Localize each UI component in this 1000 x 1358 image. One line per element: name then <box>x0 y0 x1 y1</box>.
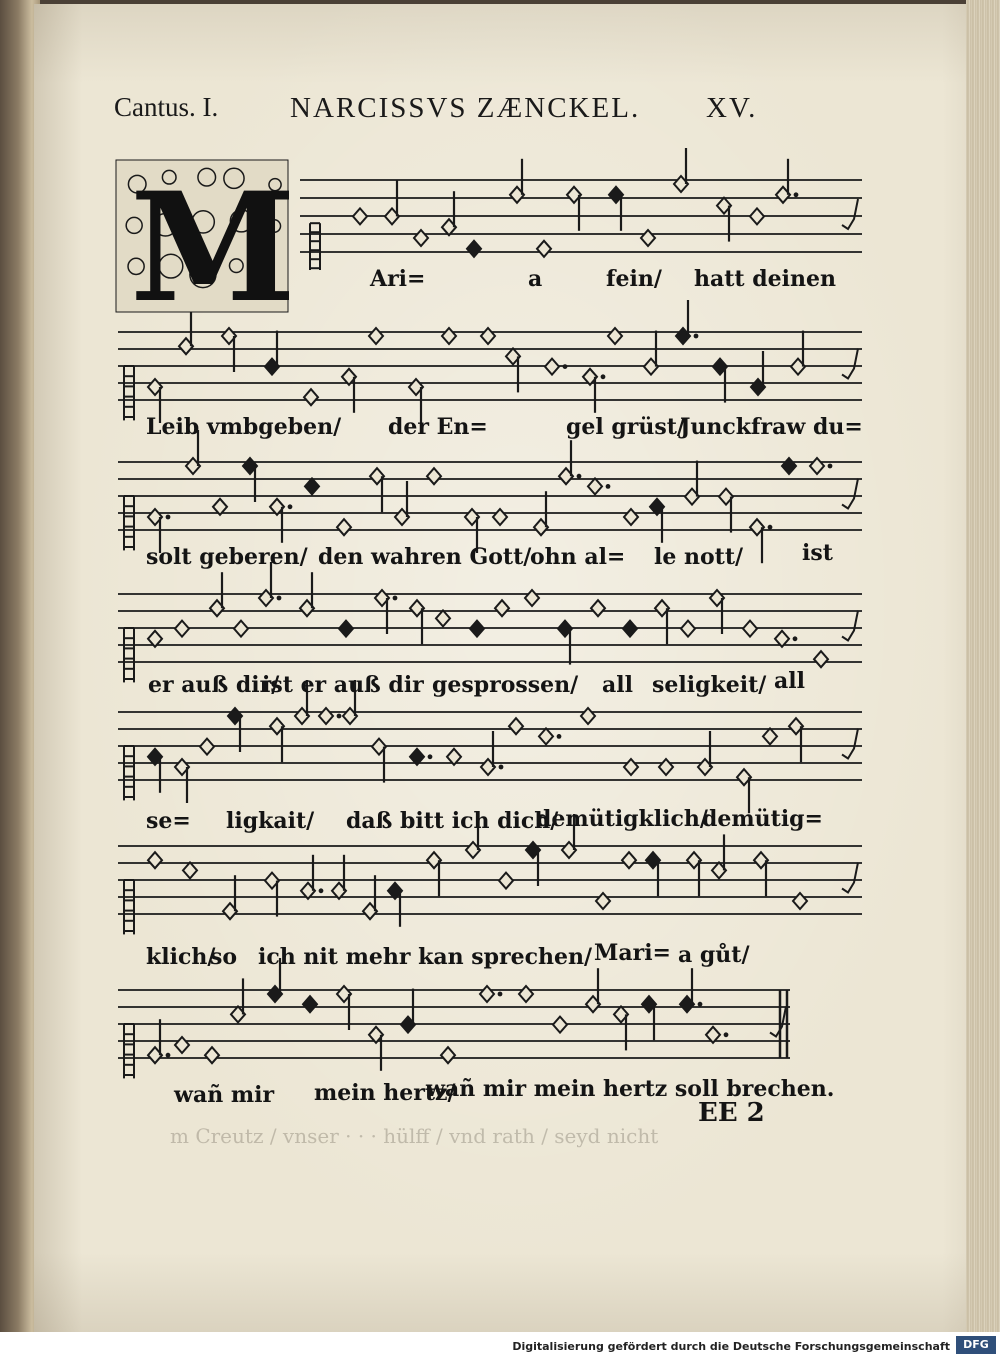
lyric-4-2: ist er auß dir <box>262 672 424 698</box>
header-number: XV. <box>706 92 758 124</box>
lyric-3-4: le nott/ <box>654 544 744 570</box>
lyric-7-3: wañ mir mein hertz soll brechen. <box>426 1076 835 1102</box>
dfg-logo: DFG <box>956 1336 996 1354</box>
lyric-5-2: ligkait/ <box>226 808 315 834</box>
lyric-4-6: all <box>774 668 805 694</box>
lyric-2-1: Leib vmbgeben/ <box>146 414 342 440</box>
lyric-1-2: a <box>528 266 543 292</box>
lyric-1-4: hatt deinen <box>694 266 836 292</box>
decorated-initial-m <box>116 160 296 336</box>
lyric-2-2: der En= <box>388 414 488 440</box>
lyric-6-1: klich/ <box>146 944 216 970</box>
lyric-7-2: mein hertz/ <box>314 1080 456 1106</box>
lyric-1-3: fein/ <box>606 266 662 292</box>
header-composer: NARCISSVS ZÆNCKEL. <box>290 92 641 124</box>
lyric-5-3: daß bitt ich dich/ <box>346 808 559 834</box>
lyric-5-4: demütigklich/ <box>536 806 708 832</box>
initial-letter: M <box>130 160 297 336</box>
lyric-7-1: wañ mir <box>174 1082 275 1108</box>
lyric-4-5: seligkeit/ <box>652 672 767 698</box>
lyric-6-3: ich nit mehr kan sprechen/ <box>258 944 593 970</box>
header-cantus: Cantus. I. <box>114 92 219 122</box>
lyric-4-3: gesprossen/ <box>432 672 579 698</box>
lyric-3-1: solt geberen/ <box>146 544 308 570</box>
lyric-5-1: se= <box>146 808 191 834</box>
lyric-6-5: a gůt/ <box>678 942 750 968</box>
lyric-3-2: den wahren Gott/ <box>318 544 532 570</box>
lyric-4-4: all <box>602 672 633 698</box>
lyric-4-1: er auß dir/ <box>148 672 280 698</box>
lyric-2-3: gel grüst/ <box>566 414 685 440</box>
signature-mark: EE 2 <box>698 1098 765 1128</box>
lyric-1-1: Ari= <box>370 266 426 292</box>
footer-credit: Digitalisierung gefördert durch die Deutsche Forschungsgemeinschaft <box>512 1340 950 1353</box>
lyric-6-2: so <box>210 944 238 970</box>
lyric-3-3: ohn al= <box>530 544 626 570</box>
lyric-6-4: Mari= <box>594 940 671 966</box>
lyric-2-4: Junckfraw du= <box>680 414 863 440</box>
bleed-through-text: m Creutz / vnser · · · hülff / vnd rath / seyd nicht <box>170 1124 659 1148</box>
lyric-5-5: demütig= <box>702 806 823 832</box>
lyric-3-5: ist <box>802 540 833 566</box>
